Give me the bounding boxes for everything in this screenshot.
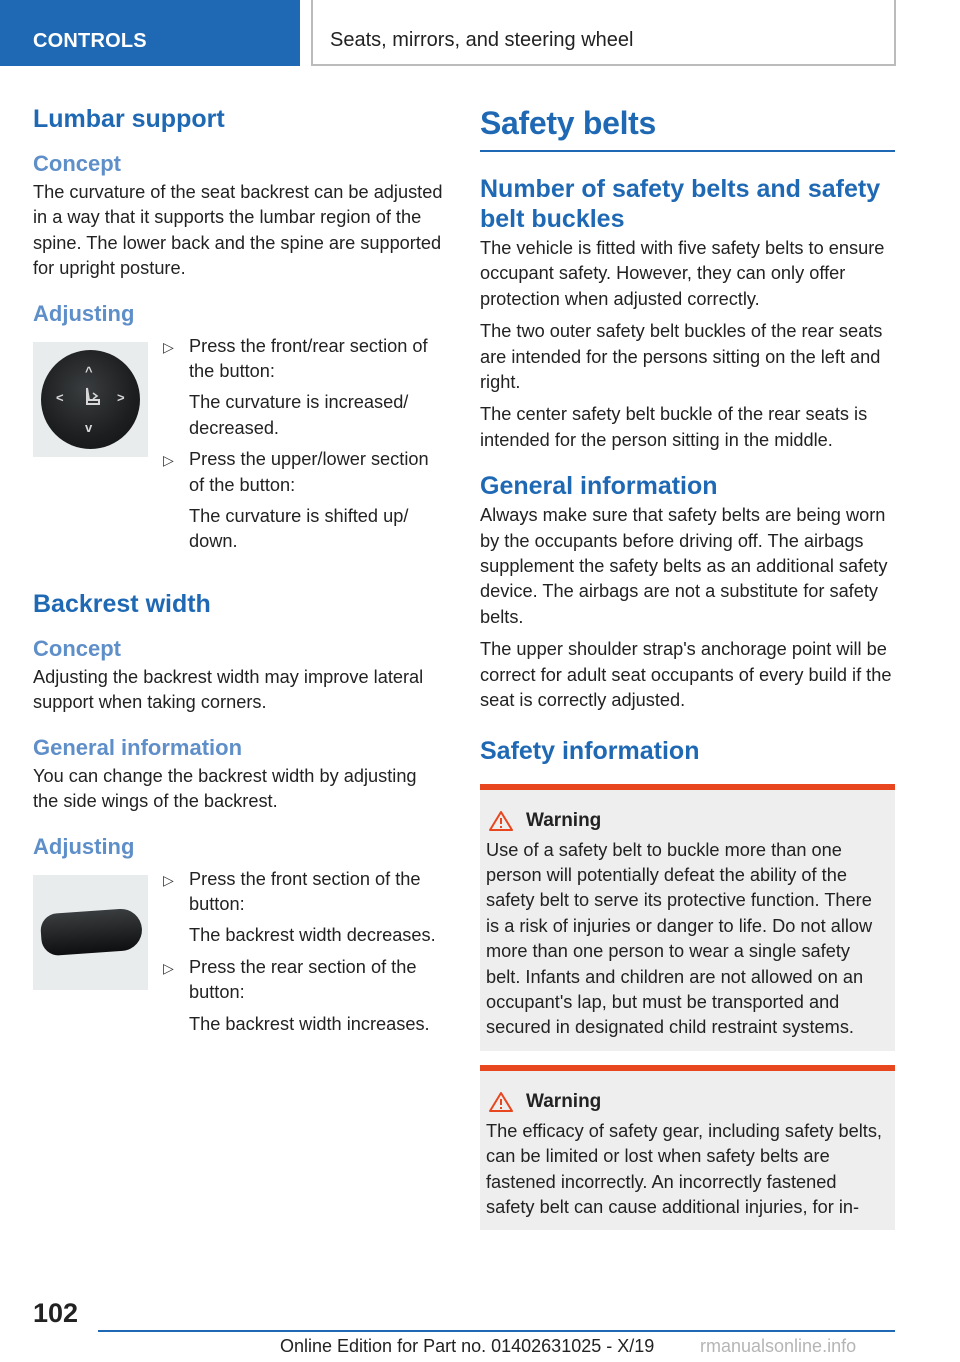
page-header	[0, 0, 960, 66]
backrest-concept-text: Adjusting the backrest width may improve lateral support when taking corners.	[33, 666, 424, 713]
list-item	[162, 955, 445, 1037]
step-result: The curvature is increased/ decreased.	[189, 392, 409, 438]
general-information-heading: General information	[480, 472, 718, 501]
number-of-belts-heading: Number of safety belts and safety belt buckles	[480, 175, 881, 233]
step-result: The backrest width increases.	[189, 1013, 430, 1034]
warning-triangle-icon	[488, 1091, 514, 1113]
section-tab[interactable]: CONTROLS	[0, 0, 300, 66]
list-item	[162, 867, 445, 949]
step-action: Press the front/rear section of the button:	[189, 335, 428, 382]
warning-title	[486, 810, 889, 832]
triangle-right-icon: ▷	[163, 452, 174, 469]
backrest-button-image	[33, 875, 148, 990]
seat-icon	[77, 384, 105, 412]
backrest-concept-heading: Concept	[33, 635, 121, 661]
backrest-general-heading: General information	[33, 734, 243, 760]
right-column	[480, 96, 895, 1230]
warning-box	[480, 784, 895, 1051]
paragraph: The vehicle is fitted with five safety belts to ensure occupant safety. However, they can only offer protection when adjusted correctly.	[480, 238, 885, 309]
safety-belts-title: Safety belts	[480, 104, 895, 152]
page-number: 102	[33, 1298, 79, 1328]
backrest-adjust-block	[33, 867, 445, 1043]
triangle-right-icon: ▷	[163, 338, 174, 355]
safety-information-heading: Safety information	[480, 736, 700, 765]
backrest-pill-button	[40, 907, 144, 956]
warning-text: Use of a safety belt to buckle more than one person will potentially defeat the ability of the safety belt to serve its protective function. There is a risk of injuries or danger to life. Do not allow more than one person to wear a single safety belt. Infants and children are not allowed on an occupant's lap, but must be transported and secured in designated child restraint systems.	[486, 839, 873, 1038]
warning-box	[480, 1065, 895, 1231]
paragraph: The upper shoulder strap's anchorage point will be correct for adult seat occupants of every build if the seat is correctly adjusted.	[480, 639, 892, 711]
lumbar-adjust-block	[33, 334, 445, 561]
lumbar-concept-text: The curvature of the seat backrest can be adjusted in a way that it supports the lumbar region of the spine. The lower back and the spine are supported for upright posture.	[33, 182, 443, 279]
warning-label: Warning	[526, 1090, 602, 1112]
backrest-steps	[162, 867, 445, 1043]
left-column	[33, 96, 445, 1043]
paragraph: The two outer safety belt buckles of the rear seats are intended for the persons sitting on the left and right.	[480, 321, 883, 393]
lumbar-knob: ^ < > v	[41, 350, 140, 449]
watermark: rmanualsonline.info	[700, 1336, 857, 1356]
list-item	[162, 447, 445, 555]
paragraph: Always make sure that safety belts are being worn by the occupants before driving off. The airbags supplement the safety belts as an additional safety device. The airbags are not a substitute for safety belts.	[480, 505, 888, 627]
lumbar-button-image	[33, 342, 148, 457]
lumbar-adjusting-heading: Adjusting	[33, 300, 135, 326]
footer-divider	[98, 1330, 895, 1332]
backrest-adjusting-heading: Adjusting	[33, 833, 135, 859]
step-action: Press the front section of the button:	[189, 868, 421, 914]
step-action: Press the rear section of the button:	[189, 956, 417, 1003]
step-result: The curvature is shifted up/ down.	[189, 506, 409, 552]
step-action: Press the upper/lower section of the button:	[189, 449, 429, 495]
edition-text: Online Edition for Part no. 01402631025 - X/19	[280, 1336, 655, 1356]
list-item	[162, 334, 445, 442]
backrest-general-text: You can change the backrest width by adjusting the side wings of the backrest.	[33, 765, 417, 812]
warning-text: The efficacy of safety gear, including safety belts, can be limited or lost when safety belts are fastened incorrectly. An incorrectly fastened safety belt can cause additional injuries, for in-	[486, 1120, 882, 1217]
lumbar-concept-heading: Concept	[33, 151, 121, 176]
warning-title	[486, 1091, 889, 1113]
warning-label: Warning	[526, 809, 602, 831]
lumbar-support-heading: Lumbar support	[33, 105, 225, 133]
backrest-width-heading: Backrest width	[33, 589, 211, 618]
step-result: The backrest width decreases.	[189, 925, 436, 946]
chapter-title: Seats, mirrors, and steering wheel	[311, 0, 896, 66]
lumbar-steps	[162, 334, 445, 561]
triangle-right-icon: ▷	[163, 871, 174, 888]
warning-triangle-icon	[488, 810, 514, 832]
paragraph: The center safety belt buckle of the rear seats is intended for the person sitting in the middle.	[480, 404, 868, 450]
triangle-right-icon: ▷	[163, 959, 174, 976]
